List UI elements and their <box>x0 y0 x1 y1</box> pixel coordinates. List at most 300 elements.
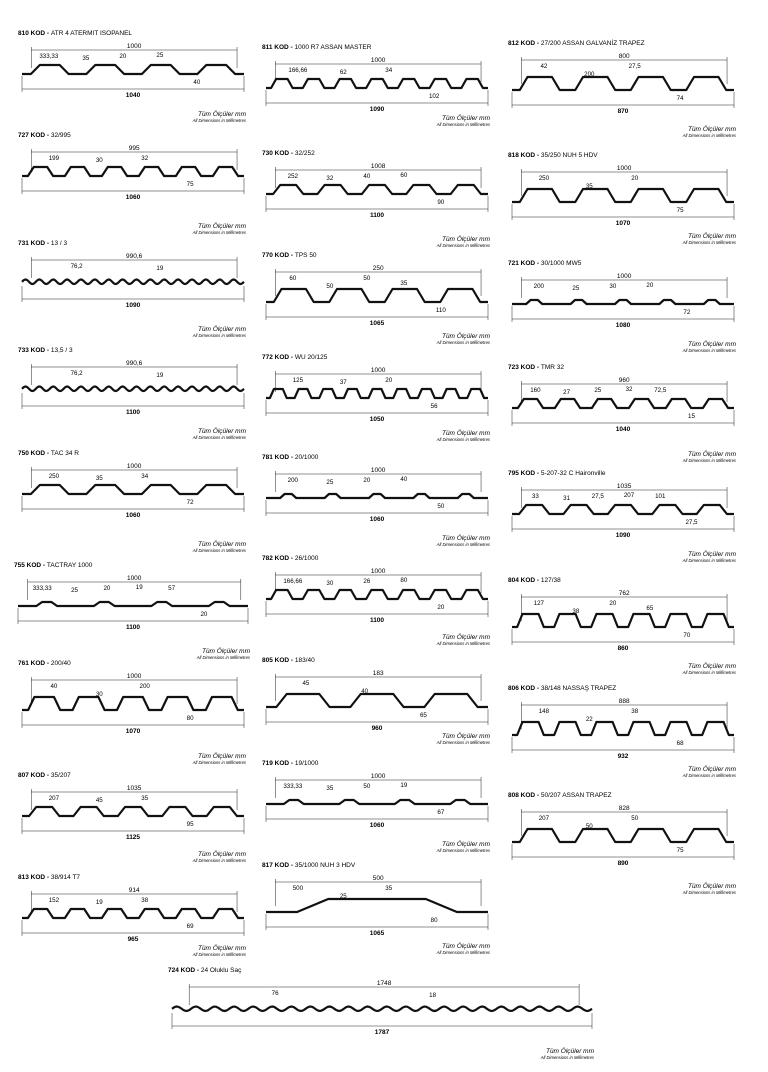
profile-name: 27/200 ASSAN GALVANİZ TRAPEZ <box>540 40 645 47</box>
dimension-label: 19 <box>135 584 143 591</box>
dimension-label: 76,2 <box>70 263 83 270</box>
dimension-label: 30 <box>95 157 103 164</box>
profile-code: 750 KOD - <box>18 450 51 457</box>
dimension-label: 22 <box>585 716 593 723</box>
dimension-label: 40 <box>400 476 408 483</box>
units-note: Tüm Ölçüler mm <box>201 648 250 655</box>
dimension-label: 50 <box>363 275 371 282</box>
profile-shape <box>22 167 244 176</box>
total-width-label: 1787 <box>374 1029 390 1036</box>
profile-name: 32/252 <box>294 150 315 157</box>
overall-dimension-label: 1000 <box>370 367 386 374</box>
units-note: Tüm Ölçüler mm <box>687 551 736 558</box>
units-note: Tüm Ölçüler mm <box>441 943 490 950</box>
profile-code: 795 KOD - <box>508 470 541 477</box>
profile-shape <box>22 807 244 816</box>
profile-title <box>508 38 645 47</box>
profile-code: 818 KOD - <box>508 152 541 159</box>
dimension-label: 45 <box>95 797 103 804</box>
overall-dimension-label: 183 <box>372 670 384 677</box>
dimension-label: 19 <box>156 265 164 272</box>
dimension-label: 127 <box>533 600 545 607</box>
profile-code: 812 KOD - <box>508 40 541 47</box>
total-width-label: 870 <box>617 108 629 115</box>
profile-shape <box>22 280 244 285</box>
dimension-label: 40 <box>361 688 369 695</box>
profile-name: TMR 32 <box>540 364 564 371</box>
units-note-english: All Dimensions in Millimetres <box>436 437 490 442</box>
profile-code: 731 KOD - <box>18 240 51 247</box>
dimension-label: 26 <box>363 578 371 585</box>
dimension-label: 199 <box>48 155 60 162</box>
profile-title <box>508 364 564 371</box>
dimension-label: 25 <box>156 52 164 59</box>
dimension-label: 200 <box>584 71 595 78</box>
dimension-label: 32 <box>326 175 334 182</box>
dimension-label: 38 <box>572 608 580 615</box>
units-note: Tüm Ölçüler mm <box>197 428 246 435</box>
profile-shape <box>512 829 734 842</box>
profile-name: TPS 50 <box>294 252 317 259</box>
total-width-label: 1060 <box>369 516 385 523</box>
total-width-label: 1090 <box>125 302 141 309</box>
units-note-english: All Dimensions in Millimetres <box>682 458 736 463</box>
profile-code: 723 KOD - <box>508 364 541 371</box>
dimension-label: 74 <box>676 95 684 102</box>
units-note: Tüm Ölçüler mm <box>687 766 736 773</box>
dimension-label: 31 <box>563 495 571 502</box>
profile-code: 813 KOD - <box>18 874 51 881</box>
dimension-label: 76 <box>271 990 279 997</box>
profile-name: 127/38 <box>540 577 561 584</box>
total-width-label: 1060 <box>125 194 141 201</box>
dimension-label: 38 <box>631 708 639 715</box>
units-note: Tüm Ölçüler mm <box>197 326 246 333</box>
overall-dimension-label: 960 <box>618 377 630 384</box>
profile-name: 1000 R7 ASSAN MASTER <box>294 44 372 51</box>
profile-panel <box>18 30 247 123</box>
units-note-english: All Dimensions in Millimetres <box>192 230 246 235</box>
total-width-label: 1090 <box>369 106 385 113</box>
dimension-label: 207 <box>48 795 60 802</box>
dimension-label: 35 <box>326 785 334 792</box>
dimension-label: 72,5 <box>654 387 667 394</box>
overall-dimension-label: 250 <box>372 265 384 272</box>
dimension-label: 25 <box>572 285 580 292</box>
profile-title <box>508 152 598 159</box>
overall-dimension-label: 1000 <box>370 57 386 64</box>
dimension-label: 35 <box>400 280 408 287</box>
profile-panel <box>262 862 491 955</box>
profile-code: 755 KOD - <box>14 562 47 569</box>
profile-name: 32/995 <box>50 132 71 139</box>
profile-name: TACTRAY 1000 <box>46 562 93 569</box>
overall-dimension-label: 888 <box>618 698 630 705</box>
profile-code: 761 KOD - <box>18 660 51 667</box>
dimension-label: 15 <box>688 413 695 420</box>
dimension-label: 166,66 <box>283 578 303 585</box>
dimension-label: 90 <box>437 199 445 206</box>
total-width-label: 1040 <box>125 92 141 99</box>
dimension-label: 250 <box>48 473 60 480</box>
dimension-label: 42 <box>540 63 548 70</box>
overall-dimension-label: 1000 <box>370 773 386 780</box>
profile-shape <box>22 697 244 710</box>
profile-panel <box>262 44 491 127</box>
profile-title <box>262 44 372 51</box>
total-width-label: 1040 <box>615 426 631 433</box>
dimension-label: 34 <box>385 67 393 74</box>
profile-shape <box>22 909 244 918</box>
overall-dimension-label: 500 <box>372 875 384 882</box>
units-note: Tüm Ölçüler mm <box>197 753 246 760</box>
dimension-label: 500 <box>292 885 304 892</box>
total-width-label: 1100 <box>369 212 385 219</box>
profile-title <box>262 760 319 767</box>
profile-panel <box>508 685 737 778</box>
dimension-label: 125 <box>292 377 304 384</box>
dimension-label: 32 <box>141 155 149 162</box>
profile-shape <box>266 389 488 398</box>
profile-shape <box>512 189 734 202</box>
dimension-label: 75 <box>676 847 684 854</box>
profile-name: 35/207 <box>50 772 71 779</box>
dimension-label: 35 <box>585 183 593 190</box>
profile-name: 24 Oluklu Saç <box>200 967 242 974</box>
units-note-english: All Dimensions in Millimetres <box>192 760 246 765</box>
profile-name: 38/914 T7 <box>50 874 81 881</box>
dimension-label: 30 <box>95 691 103 698</box>
units-note: Tüm Ölçüler mm <box>441 733 490 740</box>
units-note: Tüm Ölçüler mm <box>197 851 246 858</box>
units-note-english: All Dimensions in Millimetres <box>436 340 490 345</box>
profile-shape <box>512 300 734 304</box>
dimension-label: 18 <box>429 992 437 999</box>
profile-name: 30/1000 MW5 <box>540 260 582 267</box>
profile-panel <box>508 364 737 463</box>
profile-panel <box>508 152 737 245</box>
dimension-label: 50 <box>585 823 593 830</box>
profile-name: 19/1000 <box>294 760 319 767</box>
dimension-label: 207 <box>623 492 635 499</box>
units-note: Tüm Ölçüler mm <box>197 223 246 230</box>
dimension-label: 80 <box>400 577 408 584</box>
units-note-english: All Dimensions in Millimetres <box>192 548 246 553</box>
dimension-label: 62 <box>339 69 347 76</box>
dimension-label: 333,33 <box>39 53 59 60</box>
profile-shape <box>512 505 734 514</box>
units-note: Tüm Ölçüler mm <box>687 126 736 133</box>
dimension-label: 33 <box>531 493 539 500</box>
units-note-english: All Dimensions in Millimetres <box>192 118 246 123</box>
units-note-english: All Dimensions in Millimetres <box>436 542 490 547</box>
dimension-label: 166,66 <box>288 67 308 74</box>
dimension-label: 70 <box>683 632 691 639</box>
total-width-label: 890 <box>617 860 629 867</box>
profile-panel <box>262 760 491 853</box>
units-note: Tüm Ölçüler mm <box>441 430 490 437</box>
units-note: Tüm Ölçüler mm <box>441 535 490 542</box>
dimension-label: 207 <box>538 815 550 822</box>
profile-name: 20/1000 <box>294 454 319 461</box>
profile-panel <box>18 132 247 235</box>
overall-dimension-label: 1000 <box>126 463 142 470</box>
profile-panel <box>18 240 247 338</box>
units-note-english: All Dimensions in Millimetres <box>436 243 490 248</box>
dimension-label: 69 <box>186 923 194 930</box>
profile-panel <box>18 772 247 863</box>
dimension-label: 20 <box>385 377 393 384</box>
dimension-label: 57 <box>168 585 176 592</box>
dimension-label: 200 <box>287 477 299 484</box>
units-note-english: All Dimensions in Millimetres <box>192 333 246 338</box>
profile-shape <box>22 65 244 74</box>
profile-shape <box>266 590 488 599</box>
dimension-label: 38 <box>141 897 149 904</box>
units-note: Tüm Ölçüler mm <box>687 233 736 240</box>
total-width-label: 1100 <box>369 617 385 624</box>
units-note-english: All Dimensions in Millimetres <box>196 655 250 660</box>
dimension-label: 35 <box>385 885 393 892</box>
dimension-label: 30 <box>609 283 617 290</box>
units-note-english: All Dimensions in Millimetres <box>682 558 736 563</box>
dimension-label: 72 <box>186 499 194 506</box>
dimension-label: 27,5 <box>685 519 698 526</box>
profile-name: 50/207 ASSAN TRAPEZ <box>540 792 612 799</box>
profile-panel <box>262 657 491 745</box>
dimension-label: 40 <box>50 683 58 690</box>
overall-dimension-label: 828 <box>618 805 630 812</box>
dimension-label: 67 <box>437 809 445 816</box>
profile-title <box>18 347 73 354</box>
profile-title <box>18 240 68 247</box>
overall-dimension-label: 800 <box>618 53 630 60</box>
total-width-label: 1100 <box>125 409 141 416</box>
dimension-label: 20 <box>200 611 208 618</box>
total-width-label: 1060 <box>369 822 385 829</box>
profile-name: 35/1000 NUH 3 HDV <box>294 862 356 869</box>
overall-dimension-label: 1000 <box>370 467 386 474</box>
dimension-label: 35 <box>82 55 90 62</box>
profile-code: 810 KOD - <box>18 30 51 37</box>
dimension-label: 50 <box>326 283 334 290</box>
profile-title <box>168 967 242 974</box>
dimension-label: 75 <box>186 181 194 188</box>
overall-dimension-label: 1008 <box>370 163 386 170</box>
dimension-label: 102 <box>428 93 440 100</box>
profile-title <box>18 450 79 457</box>
profile-title <box>262 150 315 157</box>
units-note-english: All Dimensions in Millimetres <box>192 858 246 863</box>
overall-dimension-label: 1000 <box>616 273 632 280</box>
dimension-label: 80 <box>186 715 194 722</box>
overall-dimension-label: 1000 <box>616 165 632 172</box>
total-width-label: 1100 <box>125 624 141 631</box>
dimension-label: 160 <box>530 387 541 394</box>
dimension-label: 65 <box>419 712 427 719</box>
profile-code: 730 KOD - <box>262 150 295 157</box>
profile-panel <box>262 555 491 646</box>
dimension-label: 20 <box>646 282 654 289</box>
profile-panel <box>18 347 247 440</box>
units-note: Tüm Ölçüler mm <box>687 883 736 890</box>
units-note-english: All Dimensions in Millimetres <box>436 950 490 955</box>
profile-name: 200/40 <box>50 660 71 667</box>
dimension-label: 333,33 <box>283 783 303 790</box>
dimension-label: 20 <box>363 477 371 484</box>
total-width-label: 960 <box>371 725 383 732</box>
overall-dimension-label: 1035 <box>616 483 632 490</box>
profile-code: 719 KOD - <box>262 760 295 767</box>
dimension-label: 27 <box>563 389 571 396</box>
total-width-label: 1050 <box>369 416 385 423</box>
profile-panel <box>14 562 251 660</box>
units-note-english: All Dimensions in Millimetres <box>192 435 246 440</box>
dimension-label: 32 <box>625 386 633 393</box>
dimension-label: 75 <box>676 207 684 214</box>
profile-panel <box>262 150 491 248</box>
profile-name: TAC 34 R <box>50 450 79 457</box>
overall-dimension-label: 1748 <box>376 980 392 987</box>
profile-shape <box>172 1007 592 1012</box>
total-width-label: 1070 <box>615 220 631 227</box>
total-width-label: 1090 <box>615 532 631 539</box>
dimension-label: 80 <box>430 917 438 924</box>
dimension-label: 50 <box>437 503 445 510</box>
dimension-label: 110 <box>435 307 446 314</box>
units-note-english: All Dimensions in Millimetres <box>436 740 490 745</box>
profile-title <box>508 260 582 267</box>
total-width-label: 1060 <box>125 512 141 519</box>
profile-name: WU 20/125 <box>294 354 328 361</box>
profile-title <box>18 874 80 881</box>
units-note-english: All Dimensions in Millimetres <box>682 133 736 138</box>
dimension-label: 101 <box>655 493 666 500</box>
profile-title <box>508 577 561 584</box>
profile-panel <box>508 470 737 563</box>
profile-title <box>14 562 93 569</box>
dimension-label: 95 <box>186 821 194 828</box>
units-note: Tüm Ölçüler mm <box>687 663 736 670</box>
profile-title <box>18 132 71 139</box>
dimension-label: 30 <box>326 580 334 587</box>
dimension-label: 25 <box>339 893 347 900</box>
profile-panel <box>18 874 247 957</box>
total-width-label: 932 <box>617 753 629 760</box>
units-note: Tüm Ölçüler mm <box>441 333 490 340</box>
units-note-english: All Dimensions in Millimetres <box>540 1055 594 1060</box>
profile-title <box>262 555 319 562</box>
dimension-label: 252 <box>287 173 299 180</box>
overall-dimension-label: 990,6 <box>126 360 143 367</box>
profile-shape <box>512 614 734 627</box>
profile-panel <box>18 660 247 765</box>
dimension-label: 25 <box>326 479 334 486</box>
overall-dimension-label: 1000 <box>126 673 142 680</box>
total-width-label: 965 <box>127 936 139 943</box>
dimension-label: 20 <box>103 585 111 592</box>
dimension-label: 65 <box>646 605 654 612</box>
profile-panel <box>508 38 737 138</box>
profile-name: 26/1000 <box>294 555 319 562</box>
dimension-label: 40 <box>193 79 201 86</box>
total-width-label: 1070 <box>125 728 141 735</box>
profile-shape <box>266 899 488 912</box>
dimension-label: 19 <box>95 899 103 906</box>
profile-title <box>262 657 315 664</box>
dimension-label: 20 <box>437 604 445 611</box>
profile-code: 781 KOD - <box>262 454 295 461</box>
profile-code: 721 KOD - <box>508 260 541 267</box>
overall-dimension-label: 762 <box>618 590 630 597</box>
profile-panel <box>508 260 737 353</box>
units-note: Tüm Ölçüler mm <box>441 115 490 122</box>
dimension-label: 250 <box>538 175 550 182</box>
profile-code: 817 KOD - <box>262 862 295 869</box>
dimension-label: 50 <box>631 815 639 822</box>
units-note: Tüm Ölçüler mm <box>441 634 490 641</box>
profile-shape <box>266 800 488 804</box>
dimension-label: 25 <box>594 387 602 394</box>
total-width-label: 860 <box>617 645 629 652</box>
dimension-label: 60 <box>400 172 408 179</box>
profile-panel <box>18 450 247 553</box>
dimension-label: 19 <box>156 372 164 379</box>
dimension-label: 27,5 <box>591 493 604 500</box>
profile-panel <box>262 354 491 442</box>
dimension-label: 45 <box>302 680 310 687</box>
profile-code: 733 KOD - <box>18 347 51 354</box>
profile-shape <box>266 694 488 707</box>
dimension-label: 56 <box>430 403 438 410</box>
units-note: Tüm Ölçüler mm <box>441 841 490 848</box>
profile-title <box>508 470 606 477</box>
profile-code: 770 KOD - <box>262 252 295 259</box>
profile-name: 13 / 3 <box>50 240 68 247</box>
total-width-label: 1125 <box>125 834 141 841</box>
units-note-english: All Dimensions in Millimetres <box>436 848 490 853</box>
dimension-label: 20 <box>609 600 617 607</box>
dimension-label: 200 <box>139 683 150 690</box>
overall-dimension-label: 1000 <box>126 575 142 582</box>
profile-title <box>262 454 319 461</box>
profile-code: 811 KOD - <box>262 44 295 51</box>
dimension-label: 148 <box>538 708 550 715</box>
profile-panel <box>168 967 595 1060</box>
profile-name: 5-207-32 C Haironville <box>540 470 606 477</box>
profile-code: 805 KOD - <box>262 657 295 664</box>
profile-code: 807 KOD - <box>18 772 51 779</box>
dimension-label: 25 <box>71 587 78 594</box>
dimension-label: 37 <box>339 379 347 386</box>
profile-title <box>18 660 71 667</box>
profile-code: 782 KOD - <box>262 555 295 562</box>
overall-dimension-label: 914 <box>128 887 140 894</box>
profile-title <box>508 792 612 799</box>
profile-panel <box>508 577 737 675</box>
profile-title <box>262 354 328 361</box>
profile-shape <box>266 289 488 302</box>
units-note-english: All Dimensions in Millimetres <box>682 348 736 353</box>
profile-panel <box>262 454 491 547</box>
dimension-label: 152 <box>48 897 60 904</box>
dimension-label: 35 <box>141 795 149 802</box>
dimension-label: 27,5 <box>628 63 641 70</box>
dimension-label: 20 <box>631 175 639 182</box>
profile-shape <box>22 485 244 494</box>
total-width-label: 1065 <box>369 320 385 327</box>
units-note: Tüm Ölçüler mm <box>687 451 736 458</box>
